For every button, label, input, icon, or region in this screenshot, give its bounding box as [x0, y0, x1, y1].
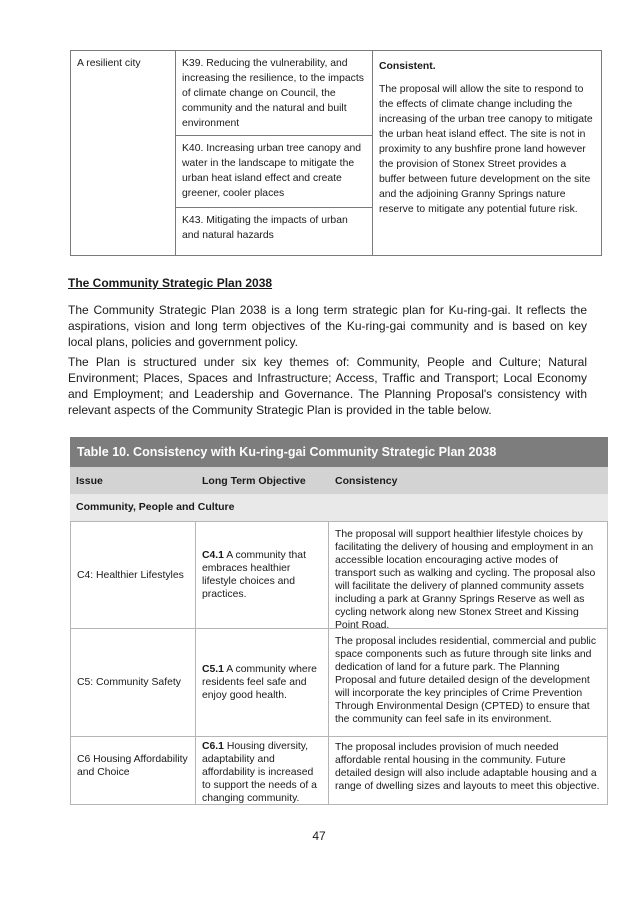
objective-text: A community where residents feel safe and enjoy good health. — [202, 664, 317, 701]
header-consistency: Consistency — [335, 474, 398, 487]
theme-cell: A resilient city — [71, 51, 176, 256]
table-row — [70, 736, 608, 805]
section-heading: The Community Strategic Plan 2038 — [68, 276, 273, 290]
objective-cell — [196, 737, 329, 804]
objective-cell — [196, 629, 329, 736]
consistency-label: Consistent. — [379, 61, 436, 72]
csp-consistency-table — [70, 437, 608, 805]
issue-cell — [70, 737, 196, 804]
issue-text: C4: Healthier Lifestyles — [77, 569, 184, 581]
header-issue: Issue — [76, 474, 103, 487]
consistency-cell — [373, 51, 602, 256]
issue-cell — [70, 522, 196, 628]
issue-text: C5: Community Safety — [77, 677, 181, 688]
issue-text: C6 Housing Affordability and Choice — [77, 754, 188, 778]
objective-k39: K39. Reducing the vulnerability, and increasing the resilience, to the impacts of climate change on Council, the community and the natural and built environment — [176, 51, 373, 136]
table-row — [70, 628, 608, 736]
page-number: 47 — [312, 829, 326, 843]
header-objective: Long Term Objective — [202, 474, 306, 487]
resilient-city-table — [70, 50, 602, 256]
theme-row: Community, People and Culture — [70, 494, 608, 521]
consistency-cell: The proposal includes provision of much needed affordable rental housing in the community. Future detailed design will also include adaptable housing and a range of dwelling sizes and layouts to meet this objective. — [329, 737, 608, 804]
table-header-row — [70, 467, 608, 494]
table-row — [70, 521, 608, 631]
themes-paragraph: The Plan is structured under six key themes of: Community, People and Culture; Natural Environment; Places, Spaces and Infrastructure; Access, Traffic and Transport; Local Economy and Employment; and Leadership and Governance. The Planning Proposal's consistency with relevant aspects of the Community Strategic Plan is provided in the table below. — [68, 355, 587, 417]
intro-paragraph: The Community Strategic Plan 2038 is a long term strategic plan for Ku-ring-gai. It reflects the aspirations, vision and long term objectives of the Ku-ring-gai community and is based on key local plans, policies and government policy. — [68, 303, 587, 349]
consistency-cell: The proposal will support healthier lifestyle choices by facilitating the delivery of housing and employment in an accessible location encouraging active modes of transport such as walking and cycling. The proposal also will facilitate the delivery of planned community assets including a park at Granny Springs Reserve as well as cycling network along new Stonex Street and Kissing Point Road. — [329, 522, 608, 628]
objective-code: C5.1 — [202, 664, 224, 675]
objective-cell — [196, 522, 329, 628]
objective-k40: K40. Increasing urban tree canopy and water in the landscape to mitigate the urban heat island effect and create greener, cooler places — [176, 136, 373, 208]
consistency-text: The proposal will allow the site to respond to the effects of climate change including the increasing of the urban tree canopy to mitigate the urban heat island effect. The site is not in proximity to any bushfire prone land however the provision of Stonex Street provides a buffer between future development on the site and the adjoining Granny Springs nature reserve to mitigate any potential future risk. — [379, 84, 593, 215]
table-title: Table 10. Consistency with Ku-ring-gai Community Strategic Plan 2038 — [70, 437, 608, 467]
objective-k43: K43. Mitigating the impacts of urban and natural hazards — [176, 208, 373, 256]
issue-cell — [70, 629, 196, 736]
objective-code: C6.1 — [202, 741, 224, 752]
consistency-cell: The proposal includes residential, commercial and public space components such as future through site links and dedication of land for a future park. The Planning Proposal and future detailed design of the development will incorporate the key principles of Crime Prevention Through Environmental Design (CPTED) to ensure that the community can feel safe in its environment. — [329, 629, 608, 736]
objective-text: A community that embraces healthier lifestyle choices and practices. — [202, 550, 306, 600]
objective-code: C4.1 — [202, 550, 224, 561]
objective-text: Housing diversity, adaptability and affordability is increased to support the needs of a changing community. — [202, 741, 317, 804]
